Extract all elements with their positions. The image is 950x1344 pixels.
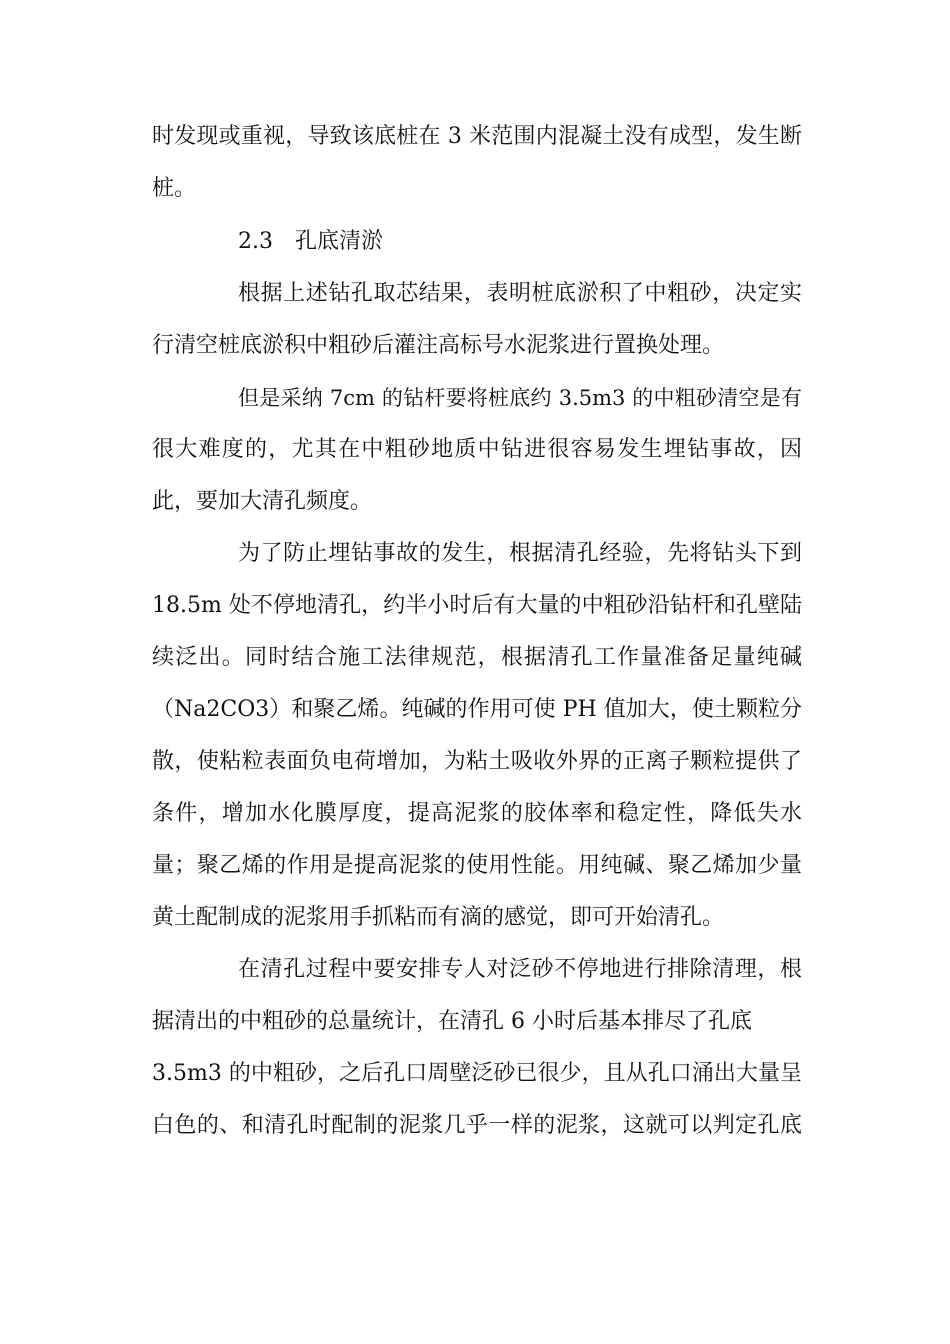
paragraph-line: 黄土配制成的泥浆用手抓粘而有滴的感觉，即可开始清孔。: [152, 905, 725, 930]
paragraph-line: 根据上述钻孔取芯结果，表明桩底淤积了中粗砂，决定实: [238, 281, 802, 306]
paragraph-line: 但是采纳 7cm 的钻杆要将桩底约 3.5m3 的中粗砂清空是有: [238, 386, 802, 410]
paragraph-line: 据清出的中粗砂的总量统计，在清孔 6 小时后基本排尽了孔底: [152, 1009, 752, 1034]
paragraph-line: 18.5m 处不停地清孔，约半小时后有大量的中粗砂沿钻杆和孔壁陆: [152, 593, 802, 618]
paragraph-line: 行清空桩底淤积中粗砂后灌注高标号水泥浆进行置换处理。: [152, 333, 725, 358]
paragraph-line: 3.5m3 的中粗砂，之后孔口周壁泛砂已很少，且从孔口涌出大量呈: [152, 1061, 802, 1086]
paragraph-line: 此，要加大清孔频度。: [152, 489, 373, 514]
section-heading: 2.3 孔底清淤: [238, 229, 383, 254]
paragraph-line: 为了防止埋钻事故的发生，根据清孔经验，先将钻头下到: [238, 541, 802, 566]
paragraph-line: 量；聚乙烯的作用是提高泥浆的使用性能。用纯碱、聚乙烯加少量: [152, 853, 802, 878]
paragraph-line: 续泛出。同时结合施工法律规范，根据清孔工作量准备足量纯碱: [152, 645, 802, 670]
paragraph-line: 很大难度的，尤其在中粗砂地质中钻进很容易发生埋钻事故，因: [152, 437, 802, 462]
paragraph-line: 在清孔过程中要安排专人对泛砂不停地进行排除清理，根: [238, 957, 802, 982]
paragraph-line: 桩。: [152, 176, 197, 201]
paragraph-line: （Na2CO3）和聚乙烯。纯碱的作用可使 PH 值加大，使土颗粒分: [152, 697, 802, 722]
paragraph-line: 散，使粘粒表面负电荷增加，为粘土吸收外界的正离子颗粒提供了: [152, 749, 802, 774]
paragraph-line: 条件，增加水化膜厚度，提高泥浆的胶体率和稳定性，降低失水: [152, 801, 802, 826]
paragraph-line: 白色的、和清孔时配制的泥浆几乎一样的泥浆，这就可以判定孔底: [152, 1113, 802, 1138]
paragraph-line: 时发现或重视，导致该底桩在 3 米范围内混凝土没有成型，发生断: [152, 124, 802, 149]
